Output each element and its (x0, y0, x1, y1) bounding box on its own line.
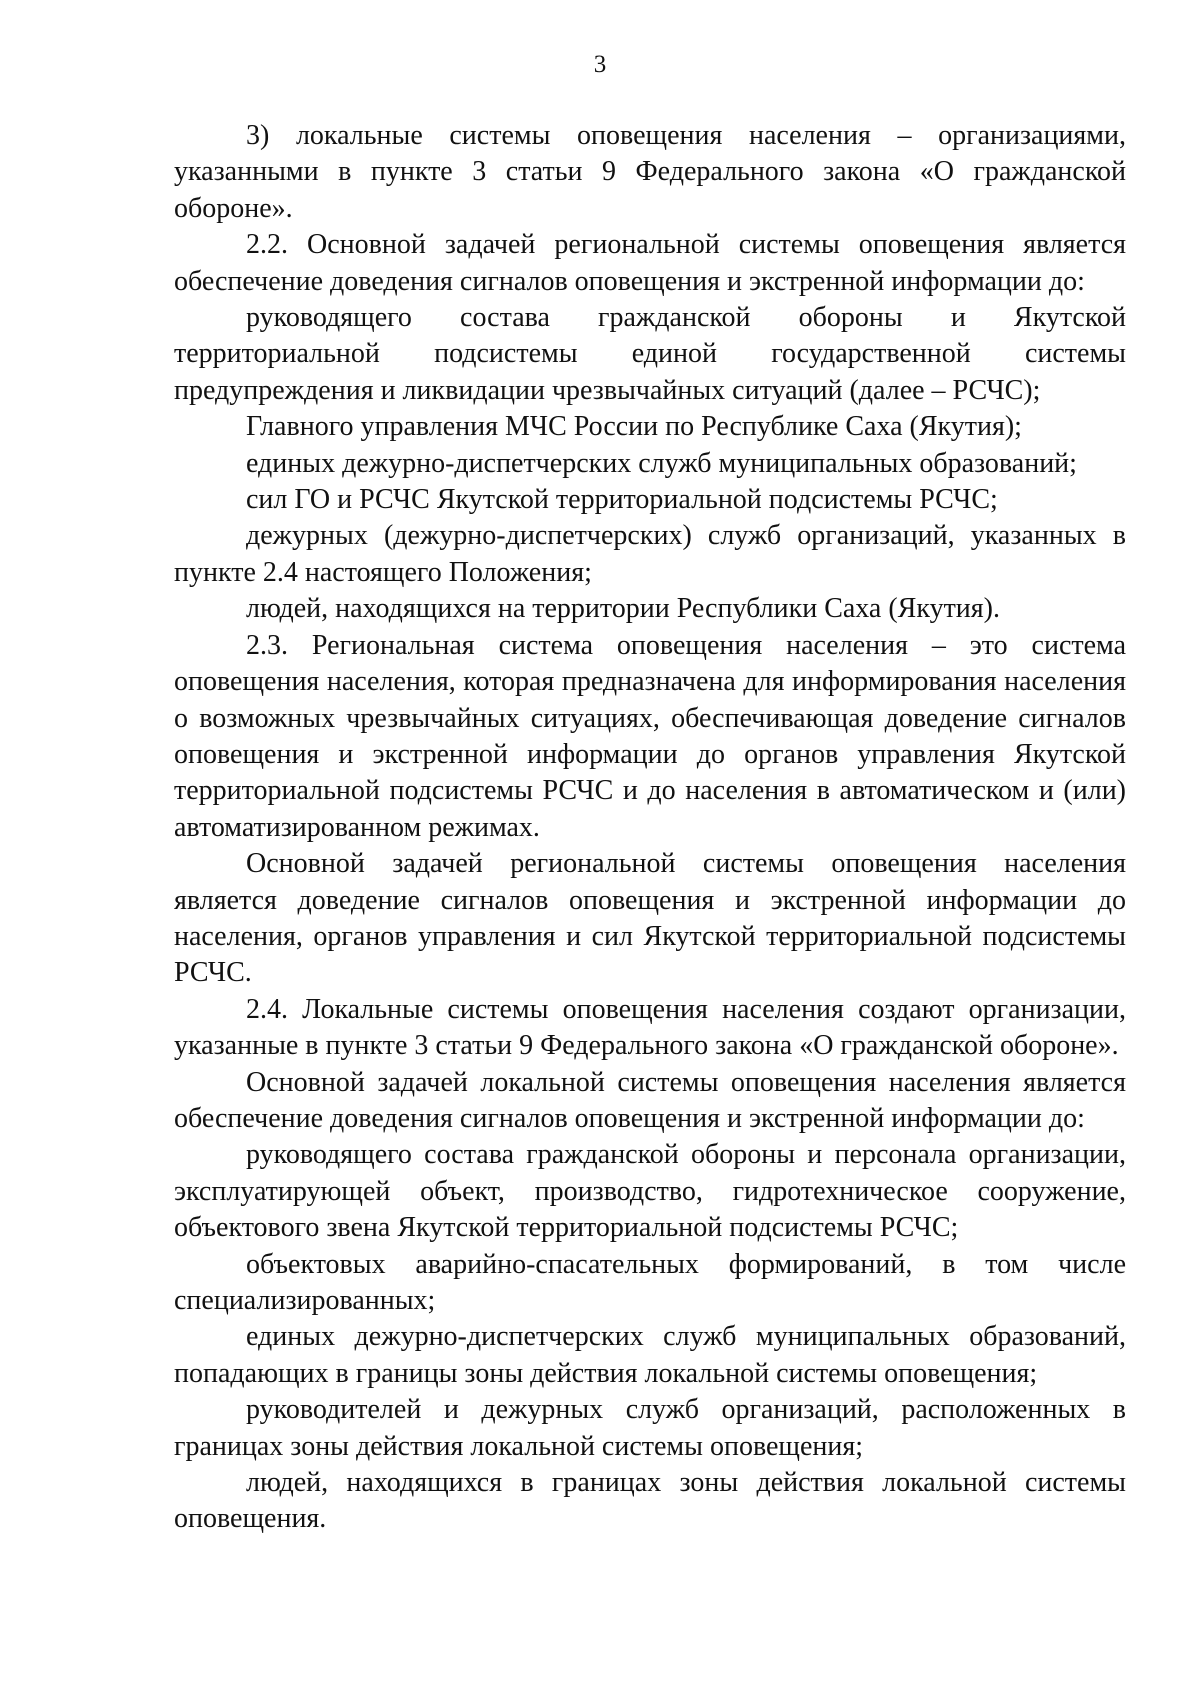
paragraph-2-3: 2.3. Региональная система оповещения населения – это система оповещения населения, которая предназначена для информирования населения о возможных чрезвычайных ситуациях, обеспечивающая доведение сигналов оповещения и экстренной информации до органов управления Якутской территориальной подсистемы РСЧС и до населения в автоматическом и (или) автоматизированном режимах. (174, 629, 1126, 843)
list-item-leadership: руководящего состава гражданской обороны и Якутской территориальной подсистемы единой государственной системы предупреждения и ликвидации чрезвычайных ситуаций (далее – РСЧС); (174, 302, 1126, 406)
list-item-organization-duty-services: дежурных (дежурно-диспетчерских) служб организаций, указанных в пункте 2.4 настоящего Положения; (174, 520, 1126, 588)
page-number: 3 (593, 51, 607, 78)
list-item-people-in-zone: людей, находящихся в границах зоны действия локальной системы оповещения. (174, 1467, 1126, 1535)
list-item-managers-duty-services: руководителей и дежурных служб организаций, расположенных в границах зоны действия локальной системы оповещения; (174, 1394, 1126, 1462)
list-item-emercom-directorate: Главного управления МЧС России по Республике Саха (Якутия); (246, 411, 1022, 443)
paragraph-local-systems: 3) локальные системы оповещения населения – организациями, указанными в пункте 3 статьи 9 Федерального закона «О гражданской обороне». (174, 120, 1126, 224)
list-item-go-rschs-forces: сил ГО и РСЧС Якутской территориальной подсистемы РСЧС; (246, 484, 998, 516)
paragraph-local-main-task: Основной задачей локальной системы оповещения населения является обеспечение доведения сигналов оповещения и экстренной информации до: (174, 1066, 1126, 1134)
list-item-local-leadership: руководящего состава гражданской обороны и персонала организации, эксплуатирующей объект, производство, гидротехническое сооружение, объектового звена Якутской территориальной подсистемы РСЧС; (174, 1139, 1126, 1244)
list-item-people-in-territory: людей, находящихся на территории Республики Саха (Якутия). (246, 593, 1000, 625)
list-item-rescue-formations: объектовых аварийно-спасательных формирований, в том числе специализированных; (174, 1248, 1126, 1316)
list-item-local-duty-dispatch: единых дежурно-диспетчерских служб муниципальных образований, попадающих в границы зоны действия локальной системы оповещения; (174, 1321, 1126, 1389)
list-item-duty-dispatch-services: единых дежурно-диспетчерских служб муниципальных образований; (246, 447, 1077, 479)
paragraph-regional-main-task: Основной задачей региональной системы оповещения населения является доведение сигналов оповещения и экстренной информации до населения, органов управления и сил Якутской территориальной подсистемы РСЧС. (174, 848, 1126, 989)
document-body (174, 118, 1126, 1538)
paragraph-2-4: 2.4. Локальные системы оповещения населения создают организации, указанные в пункте 3 статьи 9 Федерального закона «О гражданской обороне». (174, 993, 1126, 1062)
paragraph-2-2: 2.2. Основной задачей региональной системы оповещения является обеспечение доведения сигналов оповещения и экстренной информации до: (174, 229, 1126, 297)
